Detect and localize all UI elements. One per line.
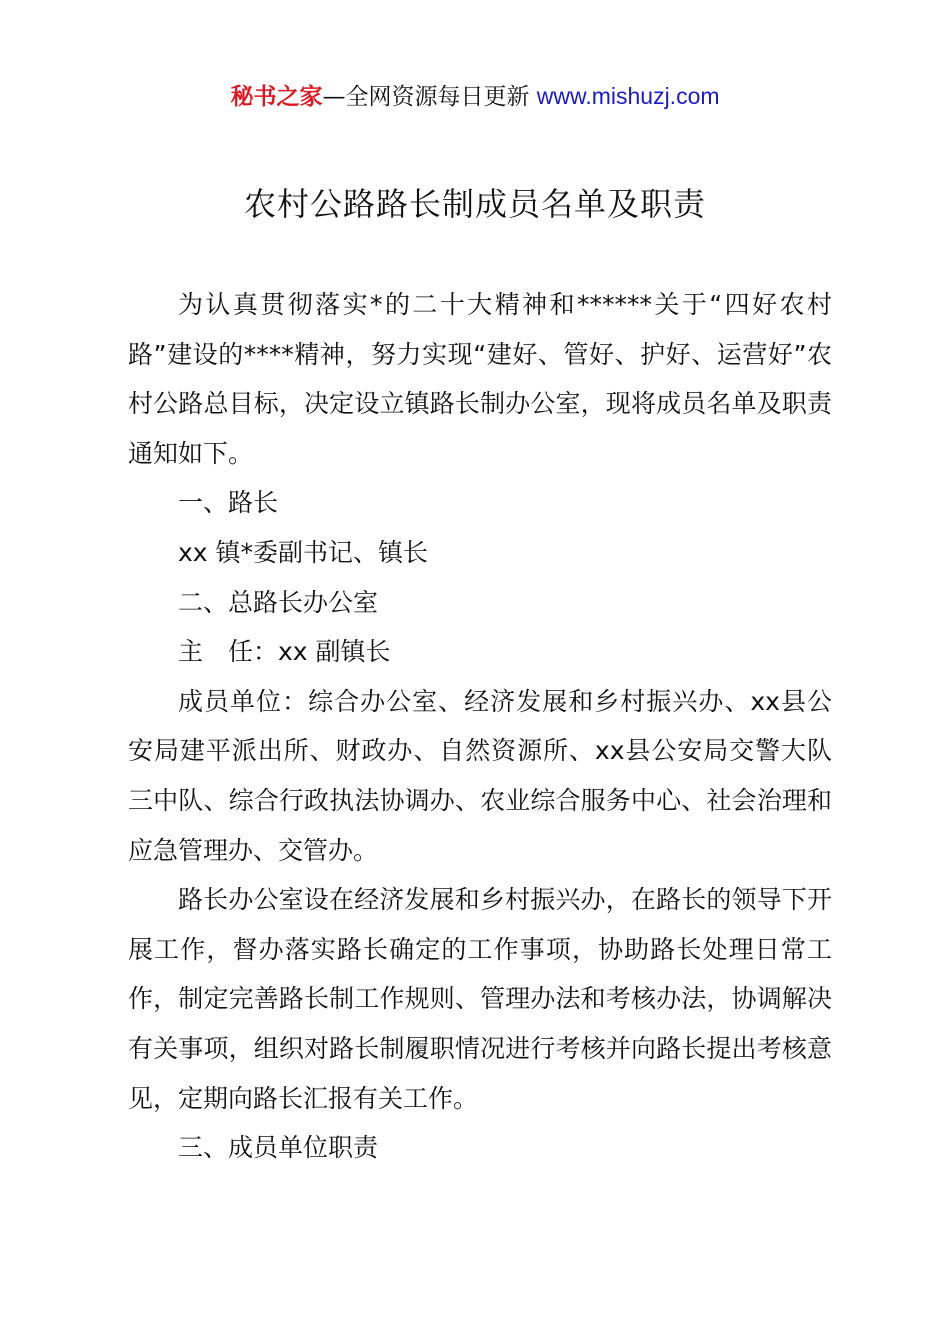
- office-director: 主 任：xx 副镇长: [178, 637, 391, 667]
- road-chief-member: xx 镇*委副书记、镇长: [178, 537, 429, 567]
- brand-name: 秘书之家: [230, 84, 323, 110]
- section-heading-member-duties: 三、成员单位职责: [178, 1133, 379, 1163]
- document-title: 农村公路路长制成员名单及职责: [243, 185, 706, 223]
- office-duties-paragraph: 路长办公室设在经济发展和乡村振兴办，在路长的领导下开展工作，督办落实路长确定的工作事项，协助路长处理日常工作，制定完善路长制工作规则、管理办法和考核办法，协调解决有关事项，组织对路长制履职情况进行考核并向路长提出考核意见，定期向路长汇报有关工作。: [128, 885, 832, 1113]
- intro-paragraph: 为认真贯彻落实*的二十大精神和******关于“四好农村路”建设的****精神，努力实现“建好、管好、护好、运营好”农村公路总目标，决定设立镇路长制办公室，现将成员名单及职责通知如下。: [128, 290, 832, 468]
- document-body: [128, 280, 832, 1173]
- site-header: [0, 78, 950, 115]
- section-heading-general-office: 二、总路长办公室: [178, 587, 379, 617]
- header-tagline: —全网资源每日更新: [322, 84, 537, 110]
- section-heading-road-chief: 一、路长: [178, 488, 279, 518]
- site-url-link[interactable]: www.mishuzj.com: [536, 83, 720, 109]
- member-units-paragraph: 成员单位：综合办公室、经济发展和乡村振兴办、xx县公安局建平派出所、财政办、自然资源所、xx县公安局交警大队三中队、综合行政执法协调办、农业综合服务中心、社会治理和应急管理办、交管办。: [128, 686, 832, 865]
